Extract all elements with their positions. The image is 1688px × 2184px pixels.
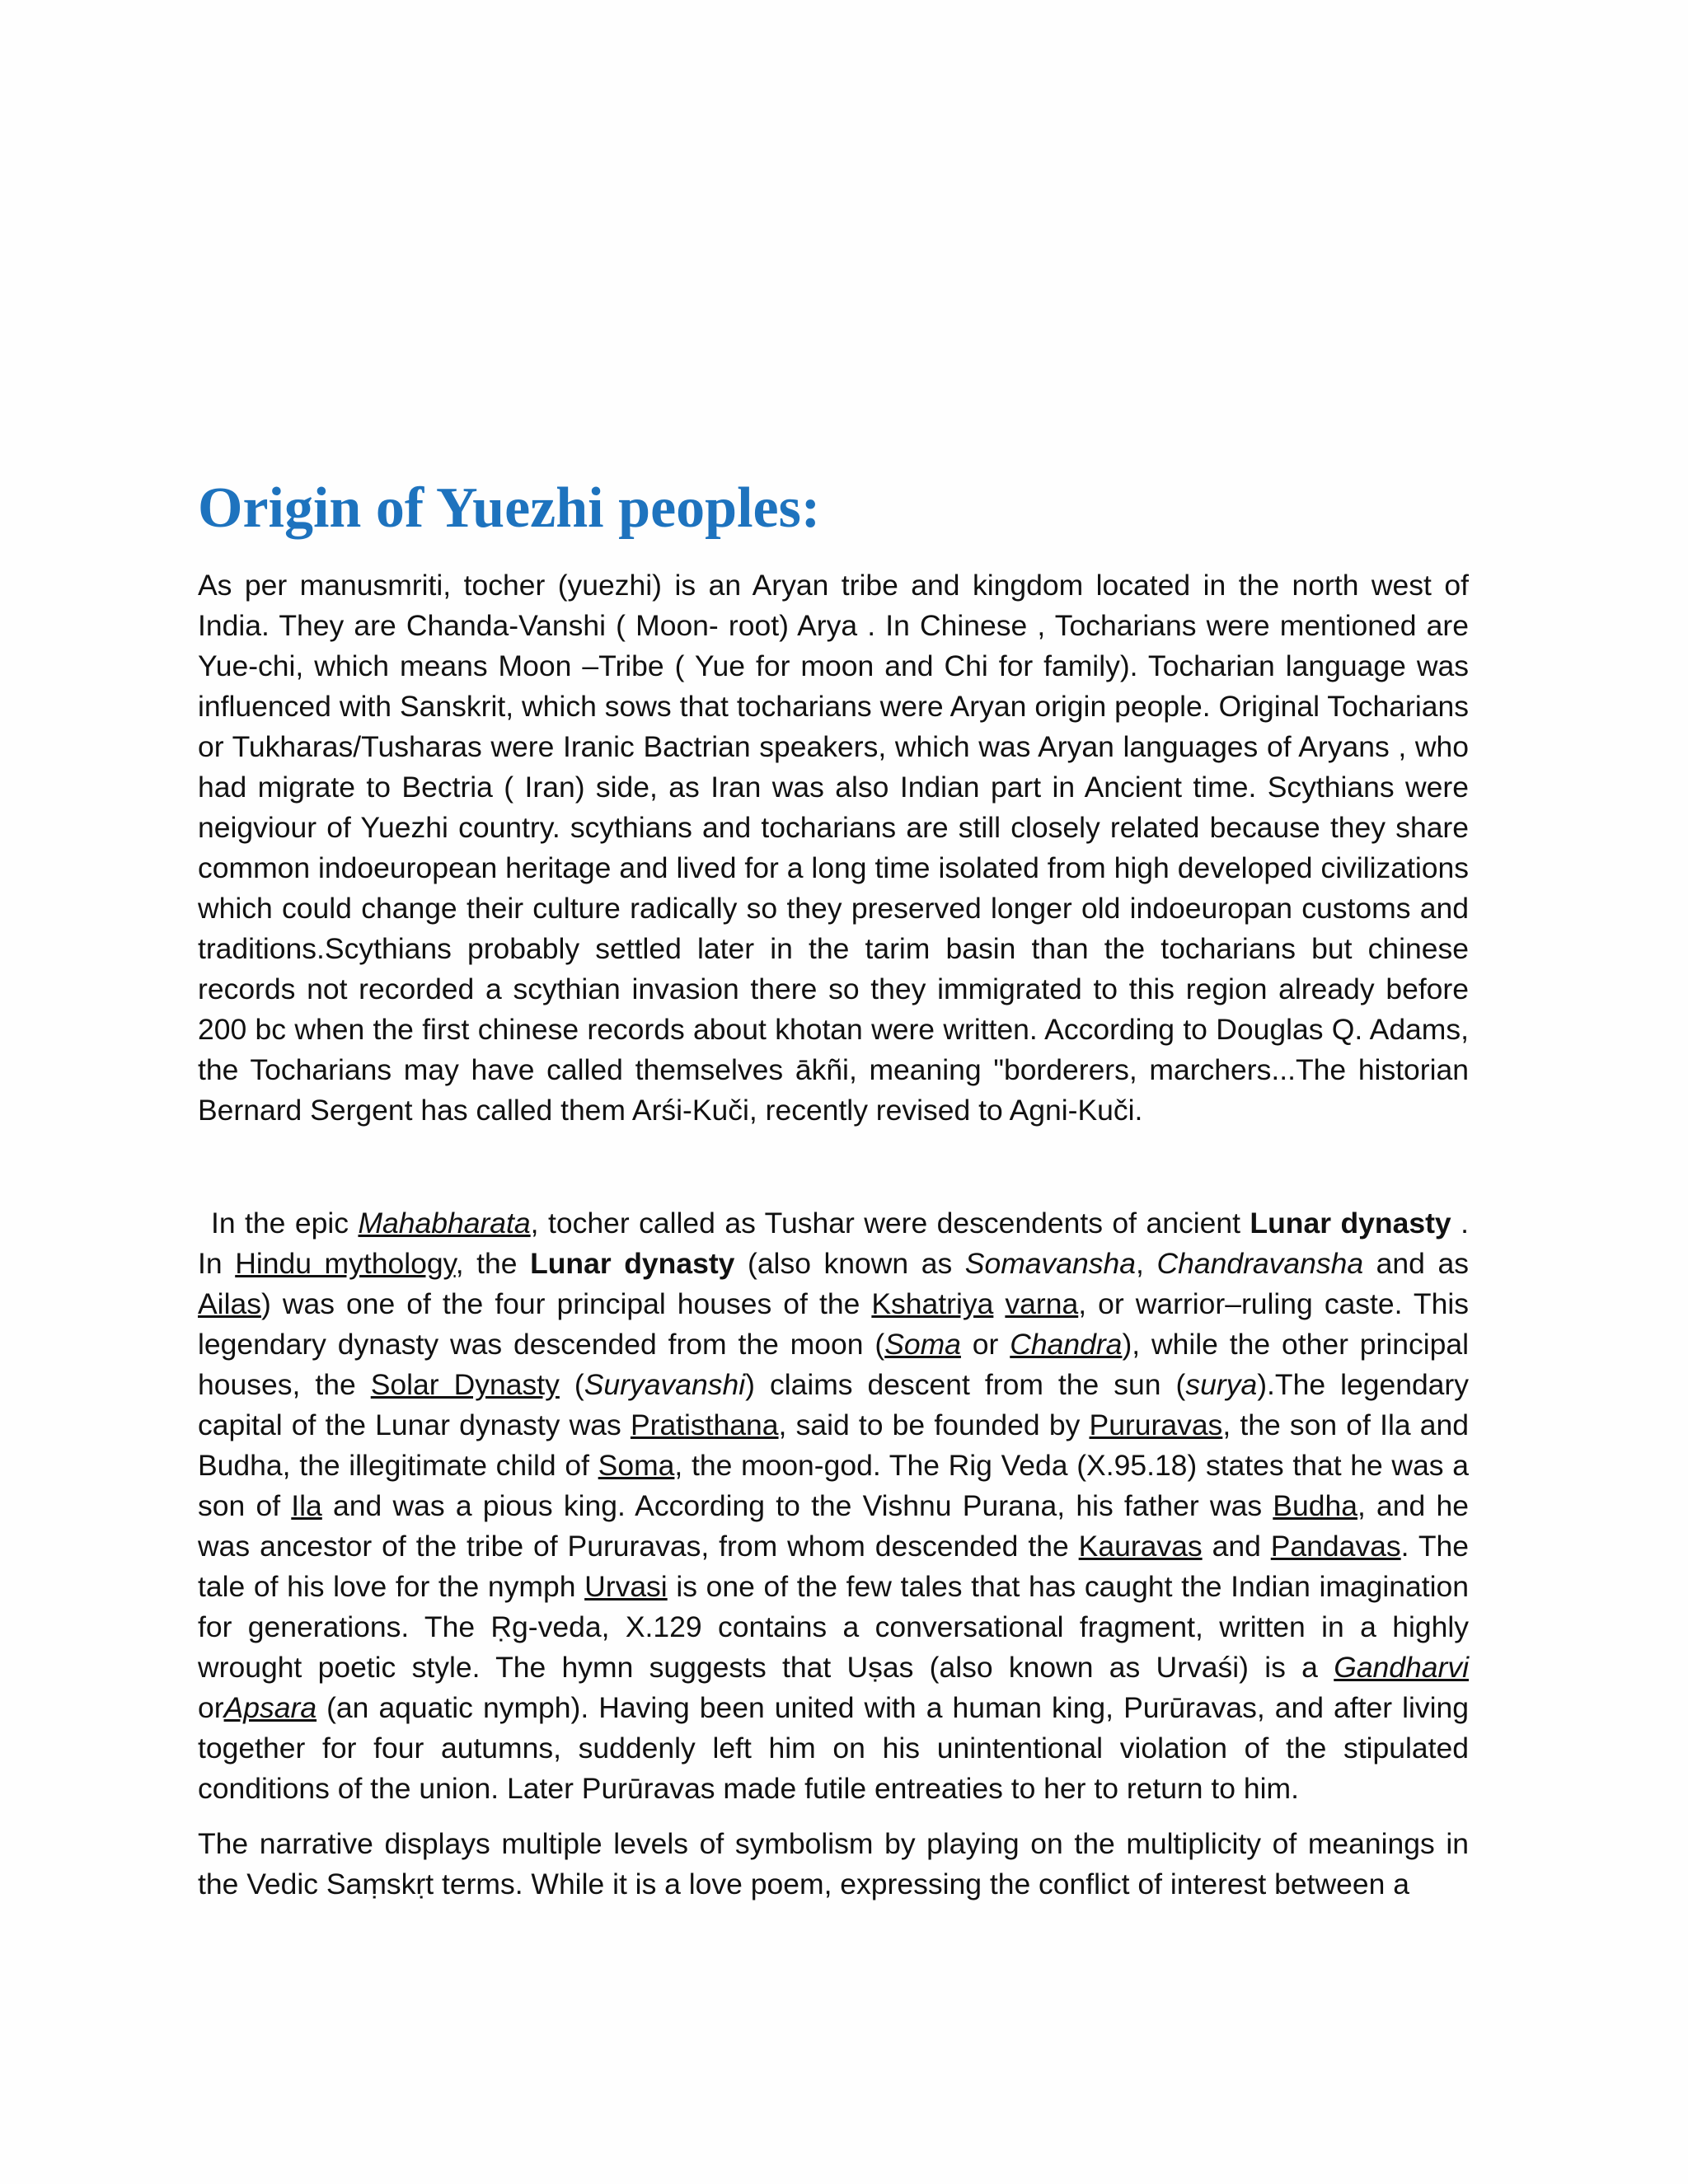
italic-chandravansha: Chandravansha: [1156, 1247, 1364, 1280]
link-kauravas[interactable]: Kauravas: [1078, 1530, 1203, 1563]
text-segment: and: [1202, 1530, 1271, 1563]
text-segment: ) claims descent from the sun (: [745, 1368, 1186, 1401]
text-segment: ), while the other principal houses, the: [198, 1328, 1469, 1401]
text-segment: ) was one of the four principal houses of the: [260, 1287, 872, 1320]
bold-lunar-dynasty: Lunar dynasty: [530, 1247, 735, 1280]
text-segment: , said to be founded by: [778, 1408, 1090, 1441]
text-segment: , and he was ancestor of the tribe of Pururavas, from whom descended the: [198, 1489, 1469, 1563]
document-page: [198, 475, 1469, 1905]
link-ila[interactable]: Ila: [291, 1489, 322, 1522]
italic-suryavanshi: Suryavanshi: [584, 1368, 746, 1401]
link-pratisthana[interactable]: Pratisthana: [630, 1408, 779, 1441]
text-segment: , or warrior–ruling caste. This legendary dynasty was descended from the moon (: [198, 1287, 1469, 1361]
text-segment: ,: [1136, 1247, 1157, 1280]
italic-somavansha: Somavansha: [964, 1247, 1136, 1280]
text-segment: (an aquatic nymph). Having been united with a human king, Purūravas, and after living together for four autumns, suddenly left him on his unintentional violation of the stipulated conditions of the union. Later Purūravas made futile entreaties to her to return to him.: [198, 1691, 1469, 1805]
link-chandra[interactable]: Chandra: [1010, 1328, 1123, 1361]
paragraph-lunar-dynasty: [198, 1203, 1469, 1809]
link-gandharvi[interactable]: Gandharvi: [1334, 1651, 1469, 1684]
link-mahabharata[interactable]: Mahabharata: [358, 1207, 531, 1240]
text-segment: and as: [1363, 1247, 1469, 1280]
text-segment: . In: [198, 1207, 1469, 1280]
text-segment: (also known as: [734, 1247, 965, 1280]
text-segment: [993, 1287, 1005, 1320]
text-segment: or: [198, 1691, 224, 1724]
text-segment: In the epic: [211, 1207, 359, 1240]
link-solar-dynasty[interactable]: Solar Dynasty: [370, 1368, 560, 1401]
link-kshatriya[interactable]: Kshatriya: [871, 1287, 994, 1320]
text-segment: (: [559, 1368, 584, 1401]
text-segment: and was a pious king. According to the Vishnu Purana, his father was: [321, 1489, 1273, 1522]
text-segment: ).The legendary capital of the Lunar dynasty was: [198, 1368, 1470, 1441]
text-segment: , the son of Ila and Budha, the illegitimate child of: [198, 1408, 1469, 1482]
text-segment: , tocher called as Tushar were descendents of ancient: [530, 1207, 1250, 1240]
link-urvasi[interactable]: Urvasi: [584, 1570, 668, 1603]
bold-lunar-dynasty: Lunar dynasty: [1250, 1207, 1451, 1240]
link-budha[interactable]: Budha: [1273, 1489, 1357, 1522]
link-hindu-mythology[interactable]: Hindu mythology: [235, 1247, 456, 1280]
text-segment: . The tale of his love for the nymph: [198, 1530, 1469, 1603]
paragraph-origin: As per manusmriti, tocher (yuezhi) is an Aryan tribe and kingdom located in the north west of India. They are Chanda-Vanshi ( Moon- root) Arya . In Chinese , Tocharians were mentioned are Yue-chi, which means Moon –Tribe ( Yue for moon and Chi for family). Tocharian language was influenced with Sanskrit, which sows that tocharians were Aryan origin people. Original Tocharians or Tukharas/Tusharas were Iranic Bactrian speakers, which was Aryan languages of Aryans , who had migrate to Bectria ( Iran) side, as Iran was also Indian part in Ancient time. Scythians were neigviour of Yuezhi country. scythians and tocharians are still closely related because they share common indoeuropean heritage and lived for a long time isolated from high developed civilizations which could change their culture radically so they preserved longer old indoeuropan customs and traditions.Scythians probably settled later in the tarim basin than the tocharians but chinese records not recorded a scythian invasion there so they immigrated to this region already before 200 bc when the first chinese records about khotan were written. According to Douglas Q. Adams, the Tocharians may have called themselves ākñi, meaning "borderers, marchers...The historian Bernard Sergent has called them Arśi-Kuči, recently revised to Agni-Kuči.: [198, 569, 1469, 1127]
paragraph-narrative: The narrative displays multiple levels of symbolism by playing on the multiplicity of meanings in the Vedic Saṃskṛt terms. While it is a love poem, expressing the conflict of interest between a: [198, 1827, 1469, 1900]
text-segment: or: [960, 1328, 1010, 1361]
link-pururavas[interactable]: Pururavas: [1089, 1408, 1223, 1441]
text-segment: is one of the few tales that has caught the Indian imagination for generations. The Ṛg-veda, X.129 contains a conversational fragment, written in a highly wrought poetic style. The hymn suggests that Uṣas (also known as Urvaśi) is a: [198, 1570, 1470, 1684]
text-segment: , the moon-god. The Rig Veda (X.95.18) states that he was a son of: [198, 1449, 1469, 1522]
link-apsara[interactable]: Apsara: [223, 1691, 317, 1724]
link-pandavas[interactable]: Pandavas: [1270, 1530, 1401, 1563]
page-title: Origin of Yuezhi peoples:: [198, 476, 821, 540]
link-soma[interactable]: Soma: [884, 1328, 961, 1361]
text-segment: , the: [455, 1247, 531, 1280]
link-soma[interactable]: Soma: [598, 1449, 675, 1482]
link-varna[interactable]: varna: [1005, 1287, 1079, 1320]
link-ailas[interactable]: Ailas: [198, 1287, 261, 1320]
italic-surya: surya: [1185, 1368, 1258, 1401]
